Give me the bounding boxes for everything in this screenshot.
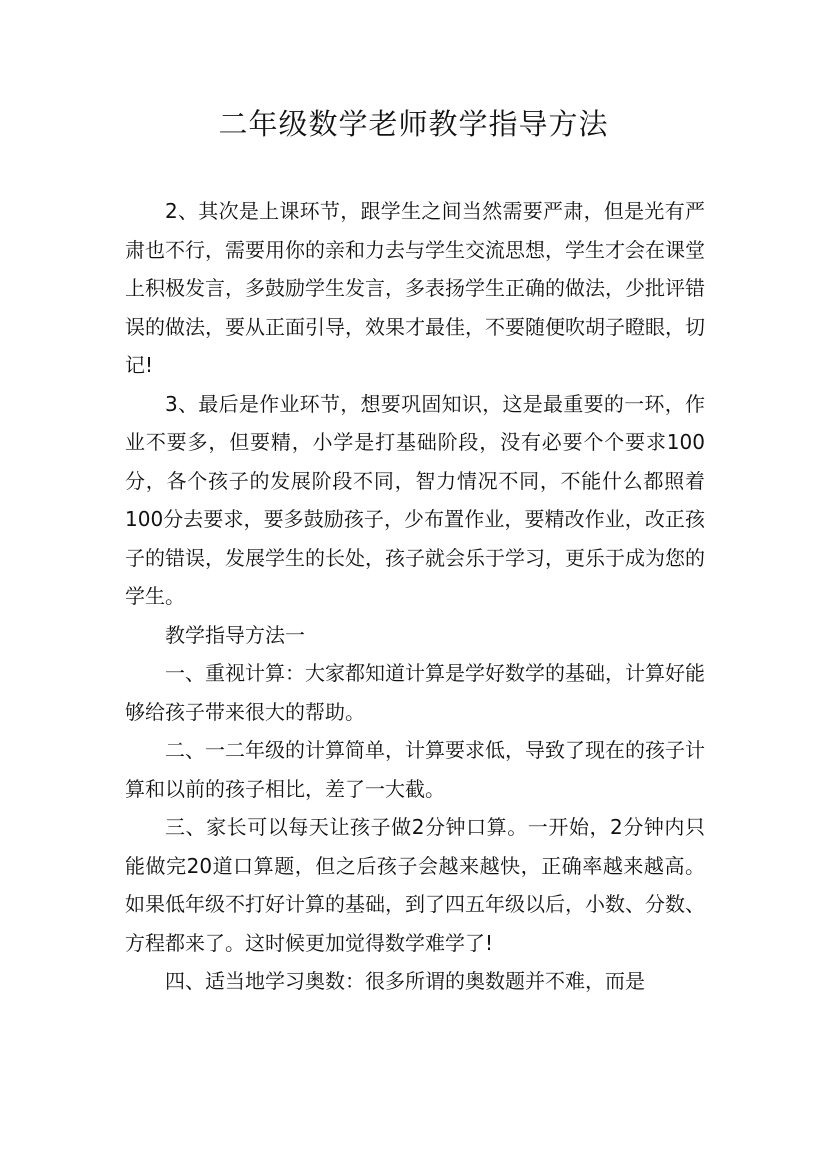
paragraph-homework: 3、最后是作业环节，想要巩固知识，这是最重要的一环，作业不要多，但要精，小学是打基础阶段，没有必要个个要求100分，各个孩子的发展阶段不同，智力情况不同，不能什么都照着100分去要求，要多鼓励孩子，少布置作业，要精改作业，改正孩子的错误，发展学生的长处，孩子就会乐于学习，更乐于成为您的学生。 <box>125 391 705 608</box>
document-body <box>125 192 705 1001</box>
paragraph-point-4: 四、适当地学习奥数：很多所谓的奥数题并不难，而是 <box>165 969 645 993</box>
paragraph-point-1: 一、重视计算：大家都知道计算是学好数学的基础，计算好能够给孩子带来很大的帮助。 <box>125 661 705 724</box>
paragraph-point-2: 二、一二年级的计算简单，计算要求低，导致了现在的孩子计算和以前的孩子相比，差了一大截。 <box>125 738 705 801</box>
document-title: 二年级数学老师教学指导方法 <box>218 107 609 141</box>
paragraph-classroom: 2、其次是上课环节，跟学生之间当然需要严肃，但是光有严肃也不行，需要用你的亲和力去与学生交流思想，学生才会在课堂上积极发言，多鼓励学生发言，多表扬学生正确的做法，少批评错误的做法，要从正面引导，效果才最佳，不要随便吹胡子瞪眼，切记! <box>125 199 705 377</box>
paragraph-point-3: 三、家长可以每天让孩子做2分钟口算。一开始，2分钟内只能做完20道口算题，但之后孩子会越来越快，正确率越来越高。如果低年级不打好计算的基础，到了四五年级以后，小数、分数、方程都来了。这时候更加觉得数学难学了! <box>125 815 705 955</box>
section-heading: 教学指导方法一 <box>165 622 305 647</box>
